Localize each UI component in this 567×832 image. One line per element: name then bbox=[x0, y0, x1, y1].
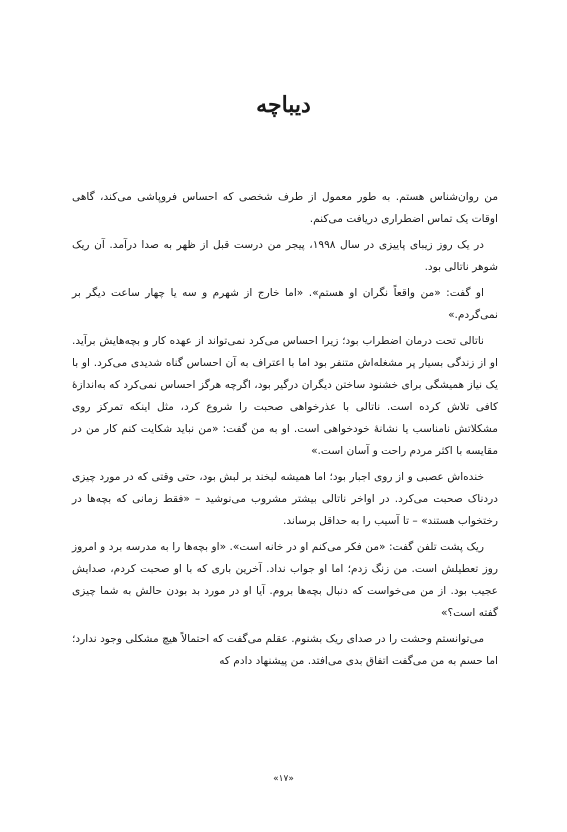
paragraph: او گفت: «من واقعاً نگران او هستم». «اما خارج از شهرم و سه یا چهار ساعت دیگر بر نمی‌گردم.» bbox=[72, 287, 498, 321]
paragraph: ناتالی تحت درمان اضطراب بود؛ زیرا احساس می‌کرد نمی‌تواند از عهده کار و بچه‌هایش برآید. او از زندگی بسیار پر مشغله‌اش متنفر بود اما با اعتراف به آن احساس گناه شدیدی می‌کرد. او با یک نیاز همیشگی برای خشنود ساختن دیگران درگیر بود، اگرچه هرگز احساس نمی‌کرد که به‌اندازهٔ کافی تلاش کرده است. ناتالی با عذرخواهی صحبت را شروع کرد، مثل اینکه تمرکز روی مشکلاتش نامناسب یا نشانهٔ خودخواهی است. او به من گفت: «من نباید شکایت کنم کار من در مقایسه با اکثر مردم راحت و آسان است.» bbox=[72, 335, 498, 457]
paragraph: در یک روز زیبای پاییزی در سال ۱۹۹۸، پیجر من درست قبل از ظهر به صدا درآمد. آن ریک شوهر ناتالی بود. bbox=[72, 239, 498, 273]
body-text bbox=[72, 186, 498, 676]
page-number: «۱۷» bbox=[273, 774, 294, 784]
paragraph: می‌توانستم وحشت را در صدای ریک بشنوم. عقلم می‌گفت که احتمالاً هیچ مشکلی وجود ندارد؛ اما حسم به من می‌گفت اتفاق بدی می‌افتد. من پیشنهاد دادم که bbox=[72, 633, 498, 667]
paragraph: خنده‌اش عصبی و از روی اجبار بود؛ اما همیشه لبخند بر لبش بود، حتی وقتی که در مورد چیزی دردناک صحبت می‌کرد. در اواخر ناتالی بیشتر مشروب می‌نوشید – «فقط زمانی که بچه‌ها در رختخواب هستند» – تا آسیب را به حداقل برساند. bbox=[72, 471, 498, 527]
paragraph: من روان‌شناس هستم. به طور معمول از طرف شخصی که احساس فروپاشی می‌کند، گاهی اوقات یک تماس اضطراری دریافت می‌کنم. bbox=[72, 191, 498, 225]
chapter-title: دیباچه bbox=[256, 92, 311, 118]
paragraph: ریک پشت تلفن گفت: «من فکر می‌کنم او در خانه است». «او بچه‌ها را به مدرسه برد و امروز روز تعطیلش است. من زنگ زدم؛ اما او جواب نداد. آخرین باری که با او صحبت کردم، صدایش عجیب بود. از من می‌خواست که دنبال بچه‌ها بروم. آیا او در مورد بد بودن حالش به شما چیزی گفته است؟» bbox=[72, 541, 498, 619]
